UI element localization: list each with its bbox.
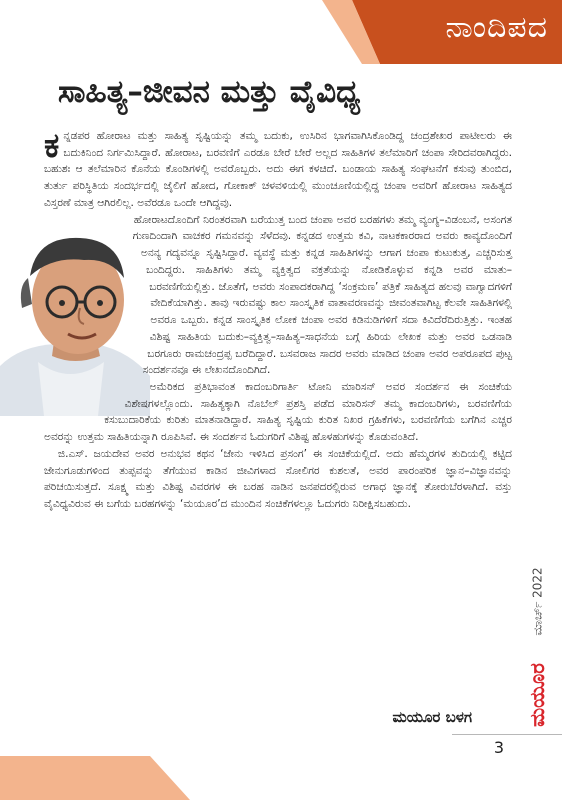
- article-body: [44, 128, 512, 513]
- paragraph-2-text: ಹೋರಾಟದೊಂದಿಗೆ ನಿರಂತರವಾಗಿ ಬರೆಯುತ್ತ ಬಂದ ಚಂಪಾ ಅವರ ಬರಹಗಳು ತಮ್ಮ ವ್ಯಂಗ್ಯ–ವಿಡಂಬನೆ, ಅಸಂಗತ ಗುಣದಿಂದಾಗಿ ವಾಚಕರ ಗಮನವನ್ನು ಸೆಳೆದವು. ಕನ್ನಡದ ಉತ್ತಮ ಕವಿ, ನಾಟಕಕಾರರಾದ ಅವರು ಕಾವ್ಯದೊಂದಿಗೆ ಅನನ್ಯ ಗದ್ಯವನ್ನೂ ಸೃಷ್ಟಿಸಿದ್ದಾರೆ. ವ್ಯವಸ್ಥೆ ಮತ್ತು ಕನ್ನಡ ಸಾಹಿತಿಗಳನ್ನು ಆಗಾಗ ಚಂಪಾ ಕುಟುಕುತ್ತ, ಎಚ್ಚರಿಸುತ್ತ ಬಂದಿದ್ದರು. ಸಾಹಿತಿಗಳು ತಮ್ಮ ವ್ಯಕ್ತಿತ್ವದ ವಕ್ರತೆಯನ್ನು ನೋಡಿಕೊಳ್ಳುವ ಕನ್ನಡಿ ಅವರ ಮಾತು–ಬರವಣಿಗೆಯಲ್ಲಿತ್ತು. ಜೊತೆಗೆ, ಅವರು ಸಂಪಾದಕರಾಗಿದ್ದ ‘ಸಂಕ್ರಮಣ’ ಪತ್ರಿಕೆ ಸಾಹಿತ್ಯದ ಹಲವು ವಾಗ್ವಾದಗಳಿಗೆ ವೇದಿಕೆಯಾಗಿತ್ತು. ತಾವು ಇರುವಷ್ಟು ಕಾಲ ಸಾಂಸ್ಕೃತಿಕ ವಾತಾವರಣವನ್ನು ಜೀವಂತವಾಗಿಟ್ಟ ಕೆಲವೇ ಸಾಹಿತಿಗಳಲ್ಲಿ ಅವರೂ ಒಬ್ಬರು. ಕನ್ನಡ ಸಾಂಸ್ಕೃತಿಕ ಲೋಕ ಚಂಪಾ ಅವರ ಕಿಡಿನುಡಿಗಳಿಗೆ ಸದಾ ಕಿವಿದೆರೆದಿರುತ್ತಿತ್ತು. ಇಂತಹ ವಿಶಿಷ್ಟ ಸಾಹಿತಿಯ ಬದುಕು–ವ್ಯಕ್ತಿತ್ವ–ಸಾಹಿತ್ಯ–ಸಾಧನೆಯ ಬಗ್ಗೆ ಹಿರಿಯ ಲೇಖಕ ಮತ್ತು ಅವರ ಒಡನಾಡಿ ಬರಗೂರು ರಾಮಚಂದ್ರಪ್ಪ ಬರೆದಿದ್ದಾರೆ. ಬಸವರಾಜ ಸಾದರ ಅವರು ಮಾಡಿದ ಚಂಪಾ ಅವರ ಅಪರೂಪದ ಪುಟ್ಟ ಸಂದರ್ಶನವೂ ಈ ಲೇಖನದೊಂದಿಗಿದೆ.: [132, 213, 512, 377]
- drop-cap: ಕ: [44, 126, 60, 166]
- signature: ಮಯೂರ ಬಳಗ: [392, 708, 472, 726]
- section-label: ನಾಂದಿಪದ: [445, 10, 548, 45]
- paragraph-3: ಅಮೆರಿಕದ ಪ್ರತಿಭಾವಂತ ಕಾದಂಬರಿಗಾರ್ತಿ ಟೋನಿ ಮಾರಿಸನ್ ಅವರ ಸಂದರ್ಶನ ಈ ಸಂಚಿಕೆಯ ವಿಶೇಷಗಳಲ್ಲೊಂದು. ಸಾಹಿತ್ಯಕ್ಕಾಗಿ ನೊಬೆಲ್ ಪ್ರಶಸ್ತಿ ಪಡೆದ ಮಾರಿಸನ್ ತಮ್ಮ ಕಾದಂಬರಿಗಳು, ಬರವಣಿಗೆಯ ಕಸುಬುದಾರಿಕೆಯ ಕುರಿತು ಮಾತನಾಡಿದ್ದಾರೆ. ಸಾಹಿತ್ಯ ಸೃಷ್ಟಿಯ ಕುರಿತ ನಿಖರ ಗ್ರಹಿಕೆಗಳು, ಬರವಣಿಗೆಯ ಬಗೆಗಿನ ಎಚ್ಚರ ಅವರನ್ನು ಉತ್ತಮ ಸಾಹಿತಿಯನ್ನಾಗಿ ರೂಪಿಸಿವೆ. ಈ ಸಂದರ್ಶನ ಓದುಗರಿಗೆ ವಿಶಿಷ್ಟ ಹೊಳಹುಗಳನ್ನು ಕೊಡುವಂತಿದೆ.: [44, 381, 512, 444]
- paragraph-4: ಜಿ.ಎಸ್. ಜಯದೇವ ಅವರ ಅನುಭವ ಕಥನ ‘ಜೇನು ಇಳಿಸಿದ ಪ್ರಸಂಗ’ ಈ ಸಂಚಿಕೆಯಲ್ಲಿದೆ. ಅದು ಹೆಮ್ಮರಗಳ ತುದಿಯಲ್ಲಿ ಕಟ್ಟಿದ ಜೇನುಗೂಡುಗಳಿಂದ ತುಪ್ಪವನ್ನು ತೆಗೆಯುವ ಕಾಡಿನ ಜೀವಿಗಳಾದ ಸೋಲಿಗರ ಕುಶಲತೆ, ಅವರ ಪಾರಂಪರಿಕ ಜ್ಞಾನ–ವಿಜ್ಞಾನವನ್ನು ಪರಿಚಯಿಸುತ್ತದೆ. ಸೂಕ್ಷ್ಮ ಮತ್ತು ವಿಶಿಷ್ಟ ವಿವರಗಳ ಈ ಬರಹ ನಾಡಿನ ಜನಪದರಲ್ಲಿರುವ ಅಗಾಧ ಜ್ಞಾನಕ್ಕೆ ತೋರುಬೆರಳಾಗಿದೆ. ವಸ್ತು ವೈವಿಧ್ಯವಿರುವ ಈ ಬಗೆಯ ಬರಹಗಳನ್ನು ‘ಮಯೂರ’ದ ಮುಂದಿನ ಸಂಚಿಕೆಗಳಲ್ಲೂ ಓದುಗರು ನಿರೀಕ್ಷಿಸಬಹುದು.: [44, 447, 512, 511]
- footer-corner-band: [0, 756, 200, 800]
- article-title: ಸಾಹಿತ್ಯ–ಜೀವನ ಮತ್ತು ವೈವಿಧ್ಯ: [58, 74, 361, 110]
- footer-band-shape: [0, 756, 200, 800]
- magazine-name-text: ಮಯೂರ: [525, 663, 549, 727]
- issue-date-text: ಮಾರ್ಚ್ 2022: [530, 566, 545, 636]
- paragraph-1-text: ನ್ನಡಪರ ಹೋರಾಟ ಮತ್ತು ಸಾಹಿತ್ಯ ಸೃಷ್ಟಿಯನ್ನು ತಮ್ಮ ಬದುಕು, ಉಸಿರಿನ ಭಾಗವಾಗಿಸಿಕೊಂಡಿದ್ದ ಚಂದ್ರಶೇಖರ ಪಾಟೀಲರು ಈ ಬದುಕಿನಿಂದ ನಿರ್ಗಮಿಸಿದ್ದಾರೆ. ಹೋರಾಟ, ಬರವಣಿಗೆ ಎರಡೂ ಬೇರೆ ಬೇರೆ ಅಲ್ಲದ ಸಾಹಿತಿಗಳ ತಲೆಮಾರಿಗೆ ಚಂಪಾ ಸೇರಿದವರಾಗಿದ್ದರು. ಬಹುಶಃ ಆ ತಲೆಮಾರಿನ ಕೊನೆಯ ಕೊಂಡಿಗಳಲ್ಲಿ ಅವರೊಬ್ಬರು. ಅದು ಈಗ ಕಳಚಿದೆ. ಬಂಡಾಯ ಸಾಹಿತ್ಯ ಸಂಘಟನೆಗೆ ಕಸುವು ತುಂಬಿದ, ತುರ್ತು ಪರಿಸ್ಥಿತಿಯ ಸಂದರ್ಭದಲ್ಲಿ ಜೈಲಿಗೆ ಹೋದ, ಗೋಕಾಕ್ ಚಳವಳಿಯಲ್ಲಿ ಮುಂಚೂಣಿಯಲ್ಲಿದ್ದ ಚಂಪಾ ಅವರಿಗೆ ಹೋರಾಟ ಸಾಹಿತ್ಯದ ವಿಸ್ತರಣೆ ಮಾತ್ರ ಆಗಿರಲಿಲ್ಲ. ಅವೆರಡೂ ಒಂದೇ ಆಗಿದ್ದವು.: [44, 130, 512, 209]
- issue-date: [528, 556, 548, 646]
- page-number: 3: [493, 738, 504, 757]
- paragraph-1: [44, 128, 512, 212]
- portrait-illustration: [0, 216, 150, 416]
- magazine-name: [522, 660, 552, 730]
- author-portrait: [0, 216, 150, 416]
- paragraph-2: [44, 212, 512, 379]
- page-number-rule: [452, 734, 562, 735]
